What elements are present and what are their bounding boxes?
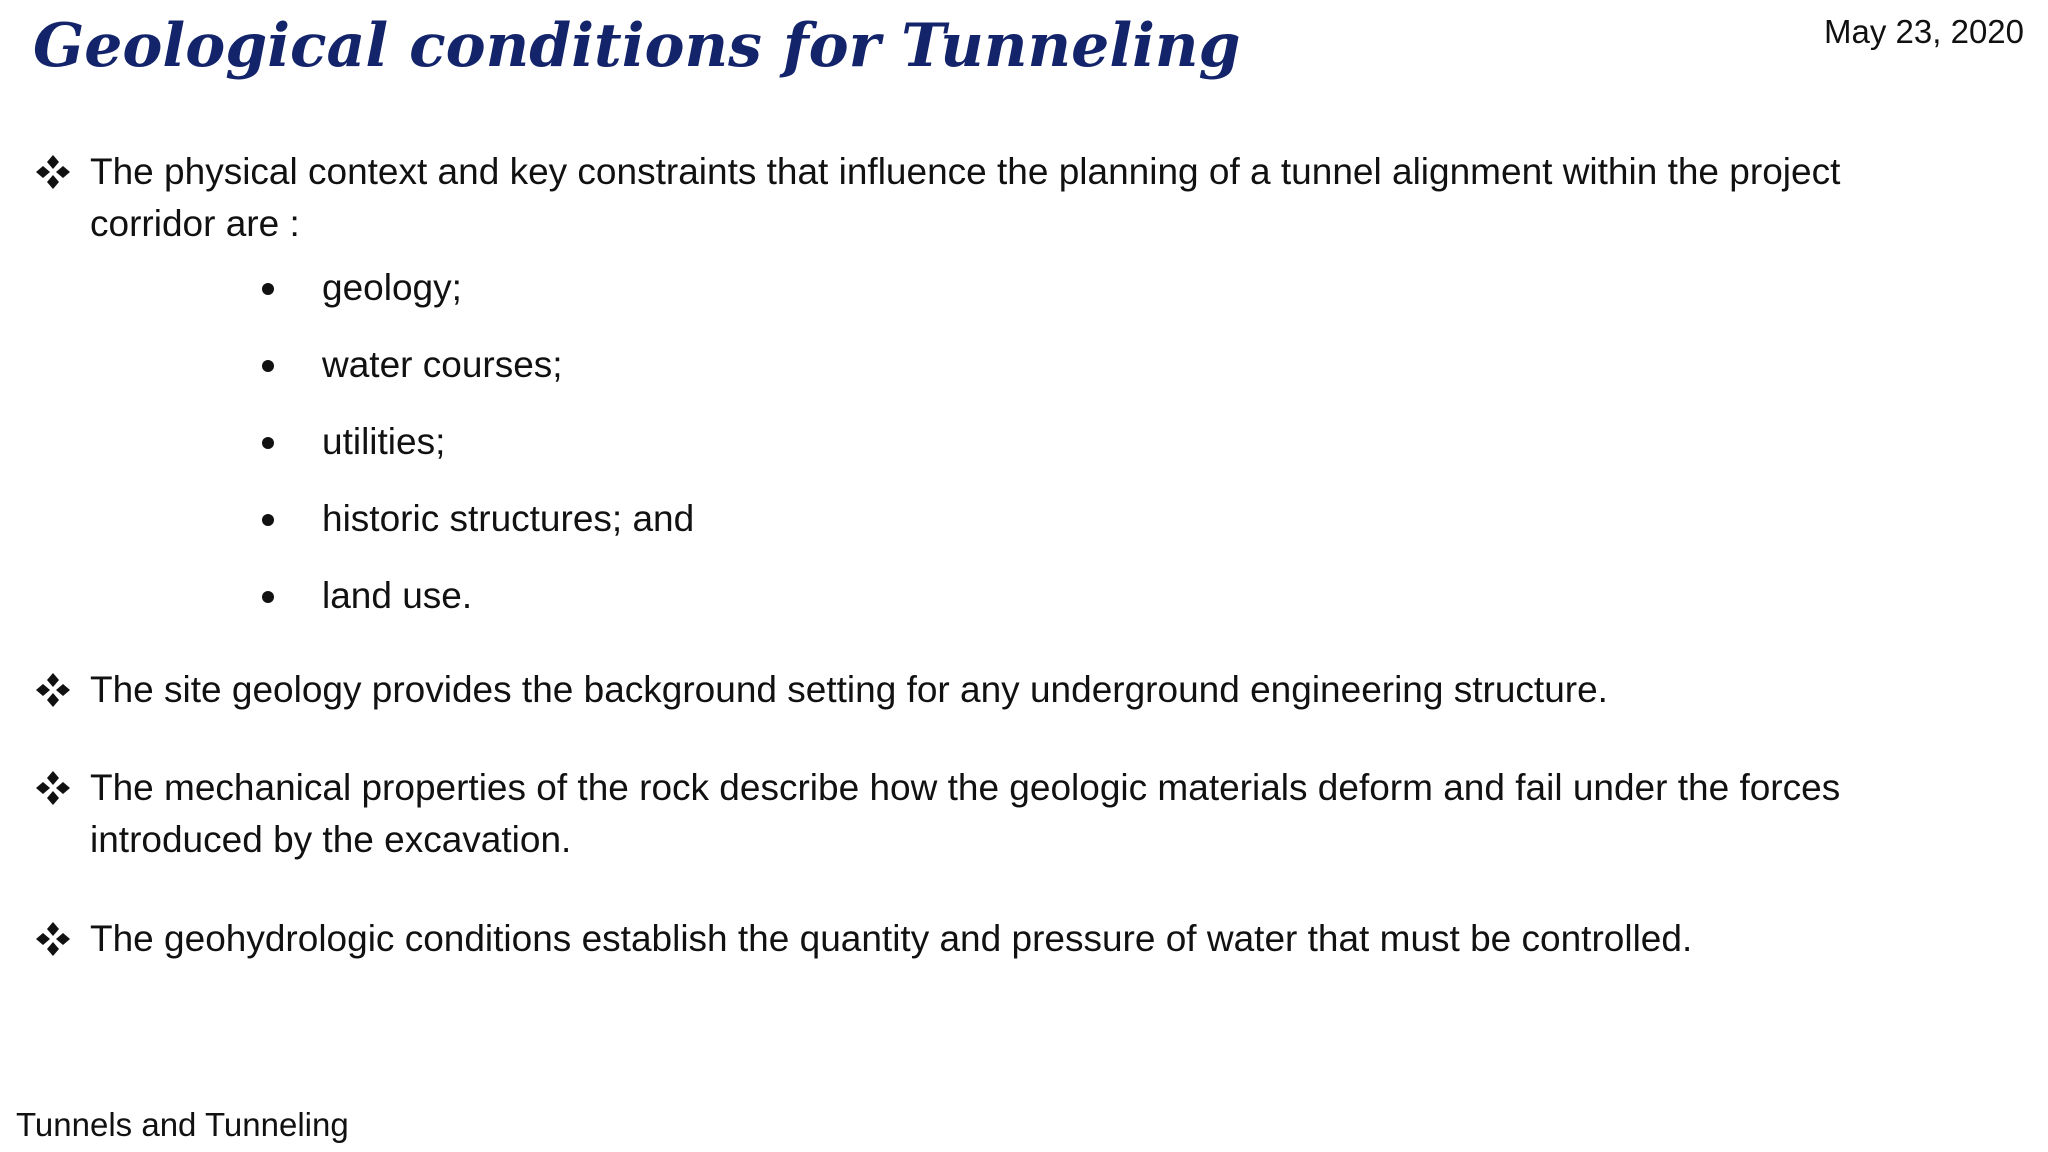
list-item: [262, 416, 694, 493]
round-bullet-icon: [262, 360, 274, 372]
bullet-text: The site geology provides the background setting for any underground engineering structure.: [90, 669, 1608, 710]
round-bullet-icon: [262, 283, 274, 295]
list-item: [262, 339, 694, 416]
list-item-text: water courses;: [322, 344, 563, 385]
bullet-point-3: [33, 762, 2013, 866]
slide-date: May 23, 2020: [1824, 13, 2024, 50]
bullet-point-4: [33, 913, 2013, 965]
list-item-text: geology;: [322, 267, 462, 308]
round-bullet-icon: [262, 514, 274, 526]
list-item-text: historic structures; and: [322, 498, 695, 539]
slide-title: Geological conditions for Tunneling: [33, 11, 1241, 81]
round-bullet-icon: [262, 591, 274, 603]
constraint-list: [262, 262, 694, 647]
four-diamond-bullet-icon: [33, 768, 73, 808]
list-item: [262, 570, 694, 647]
bullet-point-2: [33, 664, 2013, 716]
four-diamond-bullet-icon: [33, 919, 73, 959]
list-item-text: land use.: [322, 575, 473, 616]
bullet-text: The mechanical properties of the rock describe how the geologic materials deform and fail under the forces introduced by the excavation.: [90, 767, 1841, 860]
list-item-text: utilities;: [322, 421, 446, 462]
list-item: [262, 493, 694, 570]
bullet-text: The physical context and key constraints that influence the planning of a tunnel alignment within the project corridor are :: [90, 151, 1841, 244]
four-diamond-bullet-icon: [33, 152, 73, 192]
bullet-text: The geohydrologic conditions establish the quantity and pressure of water that must be controlled.: [90, 918, 1693, 959]
four-diamond-bullet-icon: [33, 670, 73, 710]
bullet-point-1: [33, 146, 2013, 250]
round-bullet-icon: [262, 437, 274, 449]
slide-footer: Tunnels and Tunneling: [16, 1106, 349, 1143]
list-item: [262, 262, 694, 339]
